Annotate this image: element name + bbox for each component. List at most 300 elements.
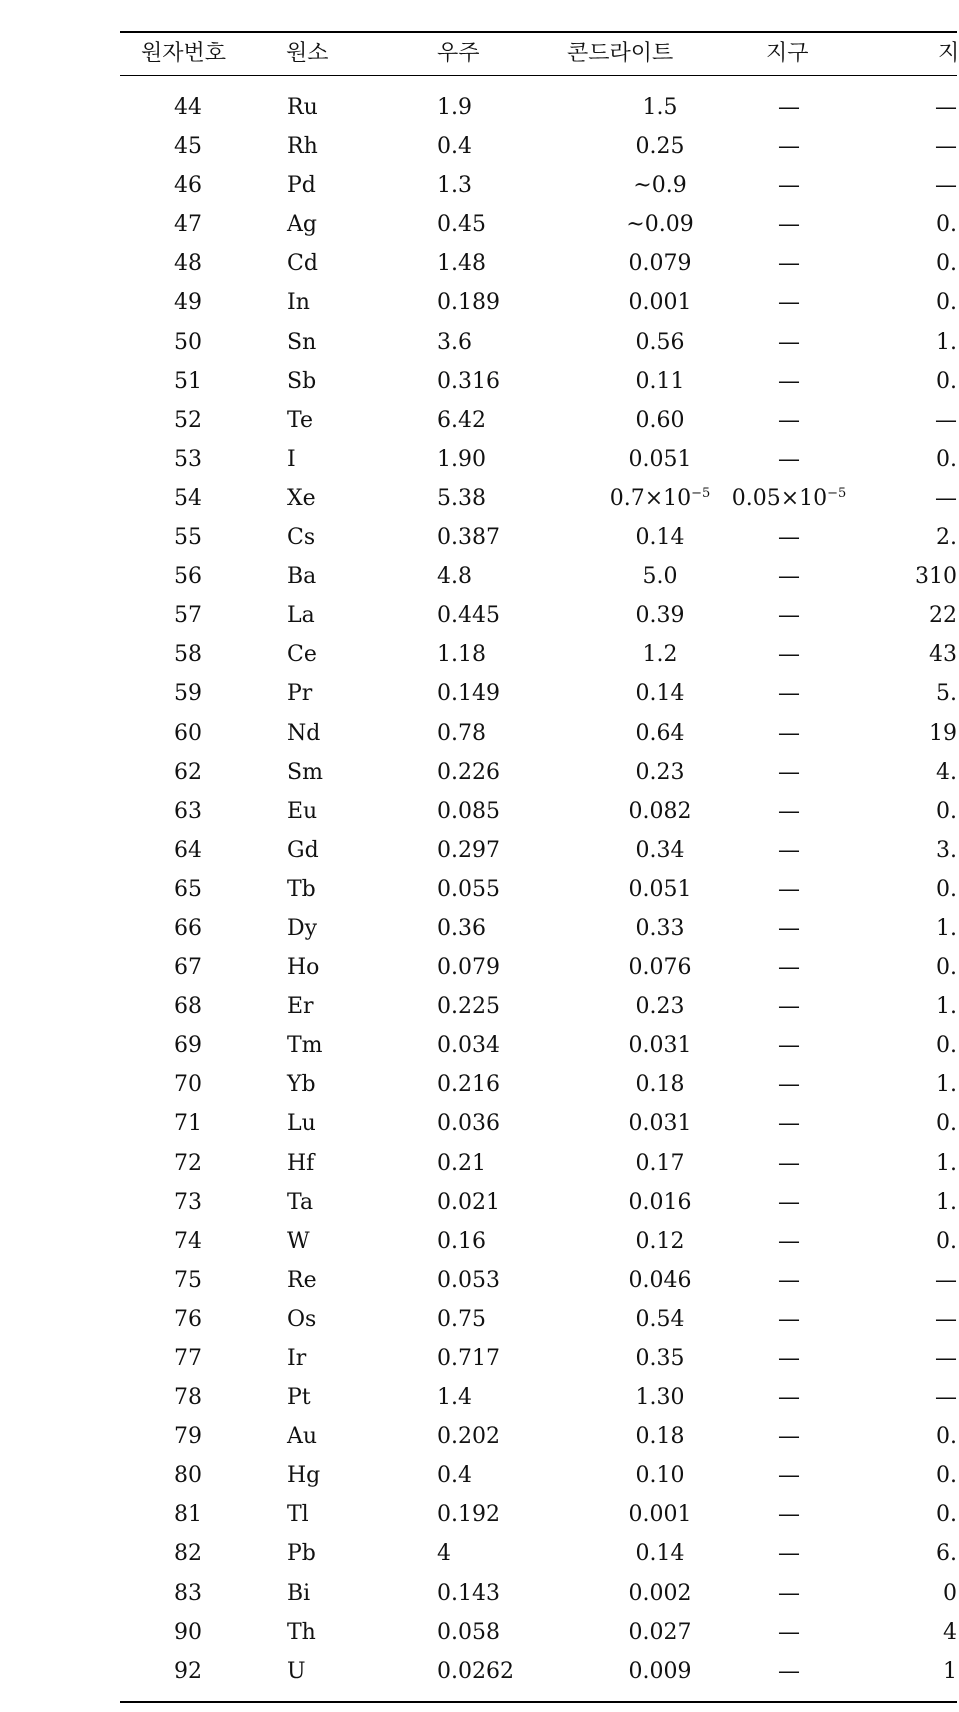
cell-atomic-number: 56 — [174, 564, 202, 590]
cell-cosmic: 0.297 — [437, 837, 500, 863]
table-row — [0, 323, 957, 362]
cell-crust: — — [935, 1385, 957, 1411]
cell-earth: — — [778, 173, 800, 199]
table-row — [0, 674, 957, 713]
cell-atomic-number: 45 — [174, 134, 202, 160]
table-row — [0, 1026, 957, 1065]
header-crust: 지 — [938, 41, 959, 66]
cell-element: Eu — [287, 798, 318, 824]
cell-chondrite: 0.10 — [635, 1463, 685, 1489]
cell-crust: — — [935, 1346, 957, 1371]
cell-element: Pd — [287, 173, 316, 199]
cell-crust: 1. — [936, 915, 957, 941]
cell-element: Re — [287, 1267, 317, 1293]
cell-cosmic: 0.189 — [437, 290, 500, 316]
cell-atomic-number: 83 — [174, 1580, 202, 1606]
cell-cosmic: 0.36 — [437, 915, 486, 941]
cell-cosmic: 0.45 — [437, 212, 486, 238]
cell-crust: 0. — [936, 955, 957, 981]
cell-element: Dy — [287, 915, 318, 941]
cell-cosmic: 0.034 — [437, 1033, 500, 1059]
cell-earth-mantissa: 0.05×10 — [731, 485, 828, 511]
cell-earth: — — [778, 251, 800, 277]
cell-chondrite: 0.001 — [628, 1502, 692, 1528]
cell-chondrite: 0.14 — [635, 525, 685, 551]
cell-earth: — — [778, 994, 800, 1020]
cell-crust: — — [935, 134, 957, 160]
header-element: 원소 — [286, 41, 329, 66]
cell-earth: — — [778, 212, 800, 238]
cell-element: Sm — [287, 759, 323, 785]
table-row — [0, 1652, 957, 1691]
cell-earth: — — [778, 798, 800, 824]
cell-atomic-number: 53 — [174, 446, 202, 472]
cell-crust: 0. — [936, 251, 957, 277]
cell-cosmic: 1.48 — [437, 251, 486, 277]
cell-atomic-number: 55 — [174, 525, 202, 551]
cell-earth: — — [778, 1033, 800, 1059]
table-row — [0, 205, 957, 244]
cell-earth: — — [778, 720, 800, 746]
cell-atomic-number: 44 — [174, 95, 202, 120]
cell-element: Ir — [287, 1346, 307, 1371]
header-earth: 지구 — [766, 41, 809, 66]
cell-cosmic: 1.9 — [437, 95, 472, 120]
cell-crust: 43 — [929, 642, 957, 668]
cell-atomic-number: 50 — [174, 329, 202, 355]
cell-atomic-number: 69 — [174, 1033, 202, 1059]
header-atomic-number: 원자번호 — [141, 41, 227, 66]
cell-chondrite: 0.002 — [628, 1580, 692, 1606]
cell-earth: — — [778, 681, 800, 707]
cell-atomic-number: 58 — [174, 642, 202, 668]
cell-chondrite: 0.016 — [628, 1189, 692, 1215]
table-row — [0, 1456, 957, 1495]
table-row — [0, 1183, 957, 1222]
cell-element: Tm — [287, 1033, 323, 1059]
table-row — [0, 792, 957, 831]
cell-atomic-number: 68 — [174, 994, 202, 1020]
table-row — [0, 1300, 957, 1339]
cell-cosmic: 1.90 — [437, 446, 486, 472]
cell-earth: — — [778, 290, 800, 316]
cell-element: Ta — [287, 1189, 314, 1215]
cell-atomic-number: 49 — [174, 290, 202, 316]
cell-atomic-number: 72 — [174, 1150, 202, 1176]
cell-cosmic: 0.021 — [437, 1189, 500, 1215]
table-row — [0, 557, 957, 596]
cell-cosmic: 0.4 — [437, 134, 472, 160]
cell-chondrite: 0.027 — [628, 1619, 692, 1645]
cell-crust: 1. — [936, 1072, 957, 1098]
table-row — [0, 987, 957, 1026]
cell-cosmic: 0.16 — [437, 1228, 486, 1254]
cell-element: Te — [287, 407, 313, 433]
cell-element: La — [287, 603, 315, 629]
cell-cosmic: 0.75 — [437, 1306, 486, 1332]
cell-chondrite: 0.14 — [635, 1541, 685, 1567]
cell-chondrite: 0.001 — [628, 290, 692, 316]
cell-chondrite: 0.12 — [635, 1228, 685, 1254]
cell-atomic-number: 90 — [174, 1619, 202, 1645]
table-row — [0, 714, 957, 753]
table-row — [0, 283, 957, 322]
cell-cosmic: 0.21 — [437, 1150, 486, 1176]
cell-cosmic: 5.38 — [437, 485, 486, 511]
cell-cosmic: 0.387 — [437, 525, 500, 551]
table-row — [0, 244, 957, 283]
cell-earth: — — [778, 368, 800, 394]
cell-earth: — — [778, 915, 800, 941]
cell-atomic-number: 70 — [174, 1072, 202, 1098]
cell-chondrite: 0.64 — [635, 720, 685, 746]
cell-cosmic: 4 — [437, 1541, 451, 1567]
cell-crust: 0 — [943, 1580, 957, 1606]
cell-chondrite: 0.051 — [628, 876, 692, 902]
cell-element: Ba — [287, 564, 317, 590]
cell-element: Os — [287, 1306, 317, 1332]
cell-earth: — — [778, 1385, 800, 1411]
cell-crust: 2. — [936, 525, 957, 551]
cell-atomic-number: 82 — [174, 1541, 202, 1567]
cell-earth: — — [778, 1267, 800, 1293]
cell-atomic-number: 77 — [174, 1346, 202, 1371]
cell-cosmic: 0.445 — [437, 603, 500, 629]
cell-element: Sn — [287, 329, 317, 355]
cell-crust: 0. — [936, 876, 957, 902]
cell-earth: — — [778, 525, 800, 551]
cell-element: Pt — [287, 1385, 311, 1411]
table-row — [0, 948, 957, 987]
table-top-rule — [120, 31, 957, 33]
cell-crust: 0. — [936, 1424, 957, 1450]
cell-crust: 0. — [936, 212, 957, 238]
table-row — [0, 1378, 957, 1417]
cell-atomic-number: 73 — [174, 1189, 202, 1215]
cell-chondrite: ~0.9 — [633, 173, 687, 199]
cell-element: Bi — [287, 1580, 311, 1606]
cell-earth: — — [778, 837, 800, 863]
table-row — [0, 1574, 957, 1613]
cell-cosmic: 0.316 — [437, 368, 500, 394]
cell-atomic-number: 66 — [174, 915, 202, 941]
cell-earth — [724, 479, 854, 518]
table-row — [0, 831, 957, 870]
cell-crust: 0. — [936, 1463, 957, 1489]
cell-chondrite: 0.11 — [635, 368, 685, 394]
table-bottom-rule — [120, 1701, 957, 1703]
cell-element: Sb — [287, 368, 317, 394]
cell-earth: — — [778, 1150, 800, 1176]
table-row — [0, 479, 957, 518]
cell-element: Cs — [287, 525, 316, 551]
cell-element: Ag — [287, 212, 317, 238]
cell-earth: — — [778, 1619, 800, 1645]
cell-chondrite: 0.18 — [635, 1072, 685, 1098]
cell-chondrite: 0.39 — [635, 603, 685, 629]
cell-earth: — — [778, 642, 800, 668]
cell-chondrite: 0.23 — [635, 994, 685, 1020]
cell-chondrite: 0.56 — [635, 329, 685, 355]
cell-crust: 5. — [936, 681, 957, 707]
table-row — [0, 401, 957, 440]
header-chondrite: 콘드라이트 — [567, 41, 674, 66]
cell-crust: 1. — [936, 1189, 957, 1215]
cell-cosmic: 0.192 — [437, 1502, 500, 1528]
cell-cosmic: 0.225 — [437, 994, 500, 1020]
cell-earth: — — [778, 1463, 800, 1489]
cell-earth: — — [778, 603, 800, 629]
cell-cosmic: 3.6 — [437, 329, 472, 355]
cell-earth: — — [778, 1424, 800, 1450]
cell-element: W — [287, 1228, 310, 1254]
cell-element: Yb — [287, 1072, 316, 1098]
table-row — [0, 518, 957, 557]
cell-earth: — — [778, 759, 800, 785]
table-row — [0, 635, 957, 674]
cell-cosmic: 0.079 — [437, 955, 500, 981]
cell-chondrite: 0.14 — [635, 681, 685, 707]
cell-cosmic: 0.053 — [437, 1267, 500, 1293]
cell-atomic-number: 78 — [174, 1385, 202, 1411]
table-row — [0, 166, 957, 205]
cell-earth: — — [778, 1189, 800, 1215]
cell-element: Er — [287, 994, 314, 1020]
table-row — [0, 870, 957, 909]
cell-element: Tl — [287, 1502, 309, 1528]
cell-element: I — [287, 446, 296, 472]
cell-crust: — — [935, 407, 957, 433]
header-rule — [120, 75, 957, 76]
cell-earth: — — [778, 95, 800, 120]
cell-cosmic: 0.78 — [437, 720, 486, 746]
cell-cosmic: 0.0262 — [437, 1658, 514, 1684]
cell-atomic-number: 57 — [174, 603, 202, 629]
cell-earth: — — [778, 955, 800, 981]
cell-earth: — — [778, 1072, 800, 1098]
cell-cosmic: 4.8 — [437, 564, 472, 590]
cell-atomic-number: 47 — [174, 212, 202, 238]
cell-atomic-number: 64 — [174, 837, 202, 863]
cell-crust: — — [935, 173, 957, 199]
cell-crust: 4 — [943, 1619, 957, 1645]
cell-chondrite: 0.031 — [628, 1033, 692, 1059]
cell-crust: 0. — [936, 290, 957, 316]
cell-earth: — — [778, 446, 800, 472]
cell-chondrite: 0.33 — [635, 915, 685, 941]
cell-chondrite: 0.54 — [635, 1306, 685, 1332]
cell-element: Ce — [287, 642, 317, 668]
cell-atomic-number: 60 — [174, 720, 202, 746]
cell-earth: — — [778, 134, 800, 160]
cell-crust: 1. — [936, 994, 957, 1020]
cell-crust: 0. — [936, 446, 957, 472]
cell-crust: 310 — [915, 564, 957, 590]
table-row — [0, 909, 957, 948]
cell-crust: 0. — [936, 368, 957, 394]
cell-chondrite: ~0.09 — [626, 212, 694, 238]
table-row — [0, 1495, 957, 1534]
cell-atomic-number: 74 — [174, 1228, 202, 1254]
cell-element: Hf — [287, 1150, 315, 1176]
cell-chondrite: 0.031 — [628, 1111, 692, 1137]
cell-chondrite: 1.2 — [642, 642, 678, 668]
cell-chondrite: 0.046 — [628, 1267, 692, 1293]
cell-atomic-number: 48 — [174, 251, 202, 277]
cell-earth: — — [778, 1580, 800, 1606]
cell-atomic-number: 63 — [174, 798, 202, 824]
cell-earth: — — [778, 407, 800, 433]
table-row — [0, 753, 957, 792]
cell-atomic-number: 81 — [174, 1502, 202, 1528]
table-row — [0, 1613, 957, 1652]
table-row — [0, 1144, 957, 1183]
table-row — [0, 1104, 957, 1143]
table-row — [0, 1261, 957, 1300]
cell-element: Th — [287, 1619, 316, 1645]
cell-element: In — [287, 290, 310, 316]
cell-crust: 3. — [936, 837, 957, 863]
cell-chondrite: 0.60 — [635, 407, 685, 433]
cell-atomic-number: 75 — [174, 1267, 202, 1293]
table-row — [0, 596, 957, 635]
cell-atomic-number: 52 — [174, 407, 202, 433]
cell-crust: 4. — [936, 759, 957, 785]
cell-cosmic: 0.055 — [437, 876, 500, 902]
cell-crust: 0. — [936, 1502, 957, 1528]
cell-cosmic: 0.202 — [437, 1424, 500, 1450]
cell-atomic-number: 79 — [174, 1424, 202, 1450]
cell-earth-exponent: −5 — [827, 485, 847, 501]
cell-chondrite: 1.30 — [635, 1385, 685, 1411]
cell-element: Tb — [287, 876, 316, 902]
cell-atomic-number: 59 — [174, 681, 202, 707]
cell-crust: 1 — [943, 1658, 957, 1684]
cell-atomic-number: 54 — [174, 485, 202, 511]
cell-element: Gd — [287, 837, 319, 863]
cell-element: Pb — [287, 1541, 316, 1567]
cell-chondrite: 0.076 — [628, 955, 692, 981]
cell-cosmic: 0.717 — [437, 1346, 500, 1371]
cell-cosmic: 0.036 — [437, 1111, 500, 1137]
cell-element: Cd — [287, 251, 318, 277]
cell-crust: — — [935, 1267, 957, 1293]
cell-atomic-number: 67 — [174, 955, 202, 981]
cell-crust: 0. — [936, 1033, 957, 1059]
cell-element: Rh — [287, 134, 318, 160]
cell-earth: — — [778, 564, 800, 590]
cell-chondrite-mantissa: 0.7×10 — [609, 485, 692, 511]
table-row — [0, 1534, 957, 1573]
cell-chondrite: 0.35 — [635, 1346, 685, 1371]
cell-earth: — — [778, 1502, 800, 1528]
cell-cosmic: 0.149 — [437, 681, 500, 707]
cell-element: Lu — [287, 1111, 316, 1137]
cell-crust: 0. — [936, 1228, 957, 1254]
cell-chondrite: 0.009 — [628, 1658, 692, 1684]
cell-atomic-number: 62 — [174, 759, 202, 785]
cell-chondrite: 0.079 — [628, 251, 692, 277]
cell-earth: — — [778, 1541, 800, 1567]
cell-element: Xe — [287, 485, 316, 511]
cell-element: Ho — [287, 955, 320, 981]
cell-cosmic: 1.4 — [437, 1385, 472, 1411]
cell-chondrite: 0.051 — [628, 446, 692, 472]
cell-element: Ru — [287, 95, 318, 120]
cell-earth: — — [778, 1658, 800, 1684]
cell-chondrite: 1.5 — [642, 95, 678, 120]
cell-chondrite: 5.0 — [642, 564, 678, 590]
cell-cosmic: 0.058 — [437, 1619, 500, 1645]
cell-crust: 1. — [936, 1150, 957, 1176]
cell-earth: — — [778, 1111, 800, 1137]
cell-chondrite-exponent: −5 — [691, 485, 711, 501]
cell-earth: — — [778, 1306, 800, 1332]
cell-atomic-number: 65 — [174, 876, 202, 902]
table-row — [0, 1222, 957, 1261]
cell-crust: 1. — [936, 329, 957, 355]
cell-atomic-number: 92 — [174, 1658, 202, 1684]
cell-crust: 6. — [936, 1541, 957, 1567]
cell-crust: — — [935, 485, 957, 511]
cell-crust: 0. — [936, 1111, 957, 1137]
cell-crust: 22 — [929, 603, 957, 629]
cell-cosmic: 0.216 — [437, 1072, 500, 1098]
table-row — [0, 1417, 957, 1456]
table-row — [0, 1065, 957, 1104]
table-row — [0, 127, 957, 166]
cell-cosmic: 0.4 — [437, 1463, 472, 1489]
cell-cosmic: 0.226 — [437, 759, 500, 785]
cell-earth: — — [778, 1228, 800, 1254]
table-body — [0, 88, 957, 1691]
cell-earth: — — [778, 329, 800, 355]
cell-crust: — — [935, 1306, 957, 1332]
table-row — [0, 362, 957, 401]
cell-chondrite: 0.23 — [635, 759, 685, 785]
cell-element: Au — [287, 1424, 318, 1450]
cell-cosmic: 1.3 — [437, 173, 472, 199]
cell-atomic-number: 76 — [174, 1306, 202, 1332]
cell-crust: 19 — [929, 720, 957, 746]
cell-element: Hg — [287, 1463, 321, 1489]
cell-earth: — — [778, 876, 800, 902]
cell-atomic-number: 46 — [174, 173, 202, 199]
cell-crust: 0. — [936, 798, 957, 824]
cell-cosmic: 0.085 — [437, 798, 500, 824]
cell-element: U — [287, 1658, 306, 1684]
table-row — [0, 440, 957, 479]
cell-atomic-number: 80 — [174, 1463, 202, 1489]
cell-atomic-number: 71 — [174, 1111, 202, 1137]
cell-element: Nd — [287, 720, 321, 746]
cell-chondrite: 0.082 — [628, 798, 692, 824]
cell-chondrite: 0.18 — [635, 1424, 685, 1450]
cell-chondrite: 0.25 — [635, 134, 685, 160]
table-row — [0, 1339, 957, 1378]
cell-chondrite: 0.17 — [635, 1150, 685, 1176]
header-cosmic: 우주 — [437, 41, 480, 66]
cell-earth: — — [778, 1346, 800, 1371]
cell-cosmic: 6.42 — [437, 407, 486, 433]
cell-chondrite: 0.34 — [635, 837, 685, 863]
cell-cosmic: 1.18 — [437, 642, 486, 668]
table-row — [0, 88, 957, 127]
cell-cosmic: 0.143 — [437, 1580, 500, 1606]
cell-atomic-number: 51 — [174, 368, 202, 394]
cell-crust: — — [935, 95, 957, 120]
cell-element: Pr — [287, 681, 313, 707]
